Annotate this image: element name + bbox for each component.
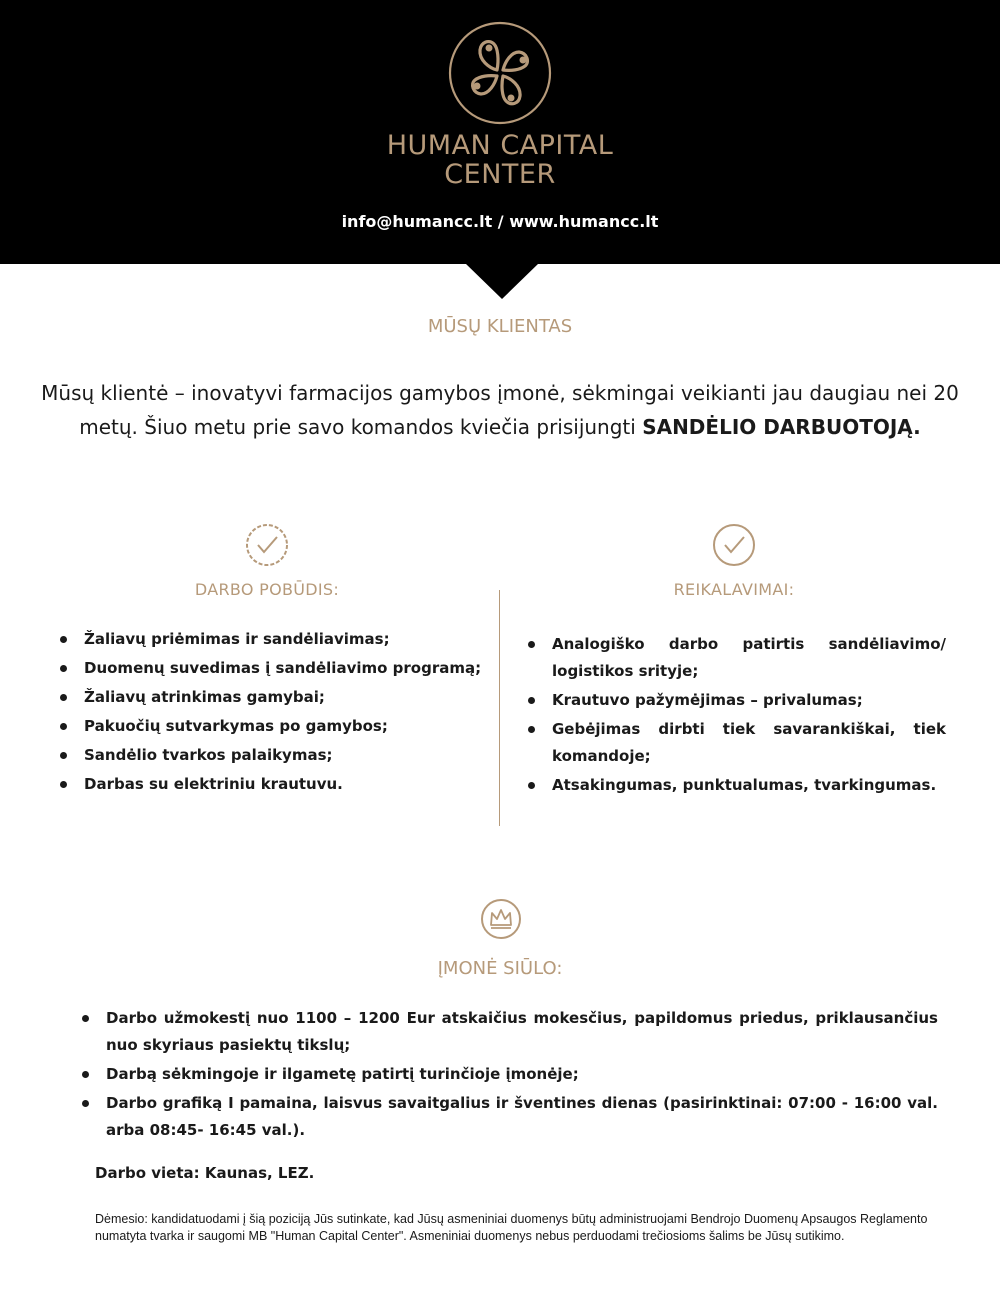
duties-list <box>54 626 484 800</box>
clover-logo-icon <box>447 20 553 126</box>
list-item: Atsakingumas, punktualumas, tvarkingumas. <box>522 772 946 799</box>
list-item: Darbą sėkmingoje ir ilgametę patirtį turinčioje įmonėje; <box>76 1061 938 1088</box>
client-intro-position: SANDĖLIO DARBUOTOJĄ. <box>642 415 921 439</box>
list-item: Pakuočių sutvarkymas po gamybos; <box>54 713 484 740</box>
list-item: Sandėlio tvarkos palaikymas; <box>54 742 484 769</box>
offer-title: ĮMONĖ SIŪLO: <box>437 958 563 979</box>
list-item: Žaliavų priėmimas ir sandėliavimas; <box>54 626 484 653</box>
list-item: Darbo grafiką I pamaina, laisvus savaitgalius ir šventines dienas (pasirinktinai: 07:00 - 16:00 val. arba 08:45- 16:45 val.). <box>76 1090 938 1144</box>
requirements-list <box>522 631 946 801</box>
client-title: MŪSŲ KLIENTAS <box>427 316 573 337</box>
list-item: Darbas su elektriniu krautuvu. <box>54 771 484 798</box>
header-pointer <box>465 263 539 299</box>
list-item: Gebėjimas dirbti tiek savarankiškai, tiek komandoje; <box>522 716 946 770</box>
brand-name-line2: CENTER <box>444 159 556 190</box>
client-intro <box>40 376 960 444</box>
work-location: Darbo vieta: Kaunas, LEZ. <box>95 1164 315 1182</box>
list-item: Darbo užmokestį nuo 1100 – 1200 Eur atskaičius mokesčius, papildomus priedus, priklausančius nuo skyriaus pasiektų tikslų; <box>76 1005 938 1059</box>
contact-links[interactable]: info@humancc.lt / www.humancc.lt <box>341 212 659 231</box>
duties-title: DARBO POBŪDIS: <box>194 580 340 599</box>
list-item: Krautuvo pažymėjimas – privalumas; <box>522 687 946 714</box>
crown-circle-icon <box>479 897 523 941</box>
list-item: Žaliavų atrinkimas gamybai; <box>54 684 484 711</box>
column-divider <box>499 590 500 826</box>
client-intro-text: Mūsų klientė – inovatyvi farmacijos gamybos įmonė, sėkmingai veikianti jau daugiau nei 20 metų. Šiuo metu prie savo komandos kviečia prisijungti <box>41 381 959 439</box>
privacy-notice: Dėmesio: kandidatuodami į šią poziciją Jūs sutinkate, kad Jūsų asmeniniai duomenys būtų administruojami Bendrojo Duomenų Apsaugos Reglamento numatyta tvarka ir saugomi MB "Human Capital Center". Asmeniniai duomenys nebus perduodami trečiosioms šalims be Jūsų sutikimo. <box>95 1212 928 1243</box>
list-item: Analogiško darbo patirtis sandėliavimo/ logistikos srityje; <box>522 631 946 685</box>
list-item: Duomenų suvedimas į sandėliavimo programą; <box>54 655 484 682</box>
brand-name-line1: HUMAN CAPITAL <box>386 130 614 161</box>
requirements-title: REIKALAVIMAI: <box>673 580 795 599</box>
checkmark-circle-icon <box>244 522 290 568</box>
checkmark-circle-icon <box>711 522 757 568</box>
offer-list <box>76 1005 938 1146</box>
